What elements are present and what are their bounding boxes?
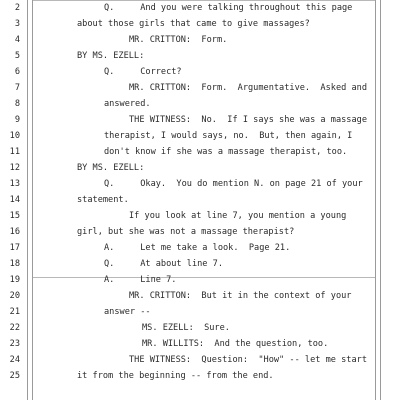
- transcript-line: [0, 208, 400, 224]
- transcript-line: [0, 256, 400, 272]
- line-number: 3: [14, 19, 20, 29]
- line-number: 6: [14, 67, 20, 77]
- transcript-line: [0, 352, 400, 368]
- transcript-line: [0, 32, 400, 48]
- line-number: 23: [9, 339, 20, 349]
- transcript-line: [0, 368, 400, 384]
- transcript-line: [0, 192, 400, 208]
- line-text: about those girls that came to give massages?: [77, 19, 310, 29]
- line-text: If you look at line 7, you mention a young: [129, 211, 347, 221]
- line-number: 15: [9, 211, 20, 221]
- transcript-line: [0, 320, 400, 336]
- transcript-line: [0, 48, 400, 64]
- transcript-line: [0, 272, 400, 288]
- line-number: 5: [14, 51, 20, 61]
- line-number: 22: [9, 323, 20, 333]
- line-number: 17: [9, 243, 20, 253]
- transcript-line: [0, 304, 400, 320]
- transcript-line: [0, 144, 400, 160]
- line-text: A. Let me take a look. Page 21.: [104, 243, 291, 253]
- line-text: Q. Correct?: [104, 67, 182, 77]
- transcript-line: [0, 128, 400, 144]
- transcript-line: [0, 80, 400, 96]
- line-number: 4: [14, 35, 20, 45]
- transcript-line: [0, 64, 400, 80]
- line-text: THE WITNESS: Question: "How" -- let me start: [129, 355, 367, 365]
- line-number: 24: [9, 355, 20, 365]
- line-number: 18: [9, 259, 20, 269]
- line-text: statement.: [77, 195, 129, 205]
- line-text: Q. At about line 7.: [104, 259, 223, 269]
- transcript-line: [0, 96, 400, 112]
- line-number: 20: [9, 291, 20, 301]
- line-text: answer --: [104, 307, 151, 317]
- line-number: 14: [9, 195, 20, 205]
- line-number: 13: [9, 179, 20, 189]
- line-text: don't know if she was a massage therapist, too.: [104, 147, 348, 157]
- line-text: MR. CRITTON: Form. Argumentative. Asked and: [129, 83, 367, 93]
- line-number: 16: [9, 227, 20, 237]
- line-number: 25: [9, 371, 20, 381]
- line-number: 10: [9, 131, 20, 141]
- line-text: girl, but she was not a massage therapist?: [77, 227, 295, 237]
- line-number: 11: [9, 147, 20, 157]
- line-text: MR. CRITTON: Form.: [129, 35, 228, 45]
- line-number: 19: [9, 275, 20, 285]
- transcript-line: [0, 240, 400, 256]
- line-text: MS. EZELL: Sure.: [142, 323, 230, 333]
- line-text: BY MS. EZELL:: [77, 51, 145, 61]
- line-text: therapist, I would says, no. But, then again, I: [104, 131, 353, 141]
- line-number: 21: [9, 307, 20, 317]
- line-number: 2: [14, 3, 20, 13]
- line-number: 7: [14, 83, 20, 93]
- line-text: answered.: [104, 99, 151, 109]
- line-text: Q. Okay. You do mention N. on page 21 of your: [104, 179, 363, 189]
- transcript-line: [0, 176, 400, 192]
- transcript-line: [0, 288, 400, 304]
- transcript-line: [0, 112, 400, 128]
- line-text: A. Line 7.: [104, 275, 177, 285]
- transcript-line: [0, 0, 400, 16]
- line-text: THE WITNESS: No. If I says she was a massage: [129, 115, 367, 125]
- line-number: 9: [14, 115, 20, 125]
- line-number: 8: [14, 99, 20, 109]
- line-text: Q. And you were talking throughout this page: [104, 3, 353, 13]
- line-text: it from the beginning -- from the end.: [77, 371, 274, 381]
- line-number: 12: [9, 163, 20, 173]
- line-text: MR. WILLITS: And the question, too.: [142, 339, 329, 349]
- transcript-line: [0, 224, 400, 240]
- line-text: MR. CRITTON: But it in the context of your: [129, 291, 352, 301]
- line-text: BY MS. EZELL:: [77, 163, 145, 173]
- transcript-line: [0, 160, 400, 176]
- transcript-line: [0, 336, 400, 352]
- transcript-line: [0, 16, 400, 32]
